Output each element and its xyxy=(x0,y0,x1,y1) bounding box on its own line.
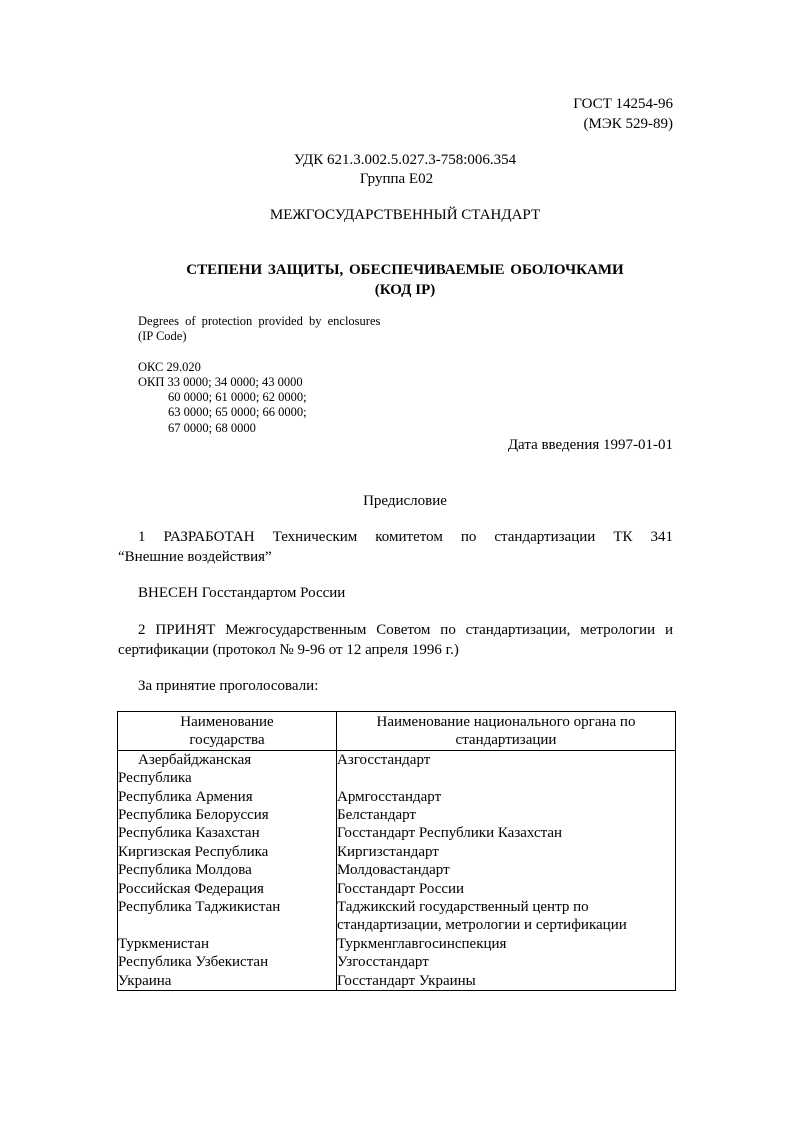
paragraph-adopted-by xyxy=(118,620,673,660)
paragraph-submitted-by: ВНЕСЕН Госстандартом России xyxy=(138,585,346,601)
okp-codes-line: ОКП 33 0000; 34 0000; 43 0000 xyxy=(138,375,303,389)
paragraph-line: 2 ПРИНЯТ Межгосударственным Советом по стандартизации, метрологии и xyxy=(138,622,673,638)
introduction-date: Дата введения 1997-01-01 xyxy=(507,437,673,453)
foreword-heading: Предисловие xyxy=(363,493,447,509)
table-row xyxy=(118,972,676,991)
voting-table xyxy=(117,711,676,991)
paragraph-line: “Внешние воздействия” xyxy=(118,549,272,565)
state-cell: Азербайджанская Республика xyxy=(118,750,337,787)
state-cell: Туркменистан xyxy=(118,935,337,953)
table-row xyxy=(118,788,676,806)
body-cell: Госстандарт Республики Казахстан xyxy=(337,824,676,842)
table-row xyxy=(118,861,676,879)
english-title-code: (IP Code) xyxy=(138,329,187,343)
gost-number: ГОСТ 14254-96 xyxy=(573,96,673,112)
state-cell: Республика Таджикистан xyxy=(118,898,337,935)
body-cell: Армгосстандарт xyxy=(337,788,676,806)
table-row xyxy=(118,953,676,971)
body-cell: Азгосстандарт xyxy=(337,750,676,787)
table-row xyxy=(118,898,676,935)
standard-type: МЕЖГОСУДАРСТВЕННЫЙ СТАНДАРТ xyxy=(269,207,541,223)
body-cell: Киргизстандарт xyxy=(337,843,676,861)
state-cell: Республика Казахстан xyxy=(118,824,337,842)
body-cell: Белстандарт xyxy=(337,806,676,824)
header-text: стандартизации xyxy=(455,732,557,749)
paragraph-developed-by xyxy=(118,527,673,567)
state-cell: Российская Федерация xyxy=(118,880,337,898)
udk-code: УДК 621.3.002.5.027.3-758:006.354 xyxy=(293,152,517,168)
body-cell: Госстандарт России xyxy=(337,880,676,898)
body-cell: Таджикский государственный центр по стандартизации, метрологии и сертификации xyxy=(337,898,676,935)
header-text: государства xyxy=(189,732,265,749)
table-header-row xyxy=(118,712,676,751)
state-cell: Республика Белоруссия xyxy=(118,806,337,824)
body-cell: Госстандарт Украины xyxy=(337,972,676,991)
table-row xyxy=(118,750,676,787)
table-row xyxy=(118,880,676,898)
header-text: Наименование национального органа по xyxy=(376,714,636,730)
document-title: СТЕПЕНИ ЗАЩИТЫ, ОБЕСПЕЧИВАЕМЫЕ ОБОЛОЧКАМИ xyxy=(186,262,624,278)
iec-number: (МЭК 529-89) xyxy=(583,116,673,132)
table-row xyxy=(118,824,676,842)
table-row xyxy=(118,843,676,861)
table-header-state xyxy=(118,712,337,751)
body-cell: Туркменглавгосинспекция xyxy=(337,935,676,953)
group-code: Группа Е02 xyxy=(359,171,434,187)
state-cell: Республика Армения xyxy=(118,788,337,806)
okp-codes-line: 60 0000; 61 0000; 62 0000; xyxy=(168,390,307,404)
okp-codes-line: 67 0000; 68 0000 xyxy=(168,421,256,435)
table-header-body xyxy=(337,712,676,751)
english-title: Degrees of protection provided by enclosures xyxy=(138,314,381,328)
paragraph-voted: За принятие проголосовали: xyxy=(138,678,319,694)
body-cell: Молдовастандарт xyxy=(337,861,676,879)
document-title-code: (КОД IP) xyxy=(374,282,436,298)
table-row xyxy=(118,935,676,953)
okp-codes-line: 63 0000; 65 0000; 66 0000; xyxy=(168,405,307,419)
table-row xyxy=(118,806,676,824)
oks-code: ОКС 29.020 xyxy=(138,360,201,374)
state-cell: Республика Узбекистан xyxy=(118,953,337,971)
body-cell: Узгосстандарт xyxy=(337,953,676,971)
state-cell: Киргизская Республика xyxy=(118,843,337,861)
paragraph-line: 1 РАЗРАБОТАН Техническим комитетом по стандартизации ТК 341 xyxy=(138,529,673,545)
paragraph-line: сертификации (протокол № 9-96 от 12 апреля 1996 г.) xyxy=(118,642,459,658)
header-text: Наименование xyxy=(180,714,274,730)
state-cell: Украина xyxy=(118,972,337,991)
state-cell: Республика Молдова xyxy=(118,861,337,879)
